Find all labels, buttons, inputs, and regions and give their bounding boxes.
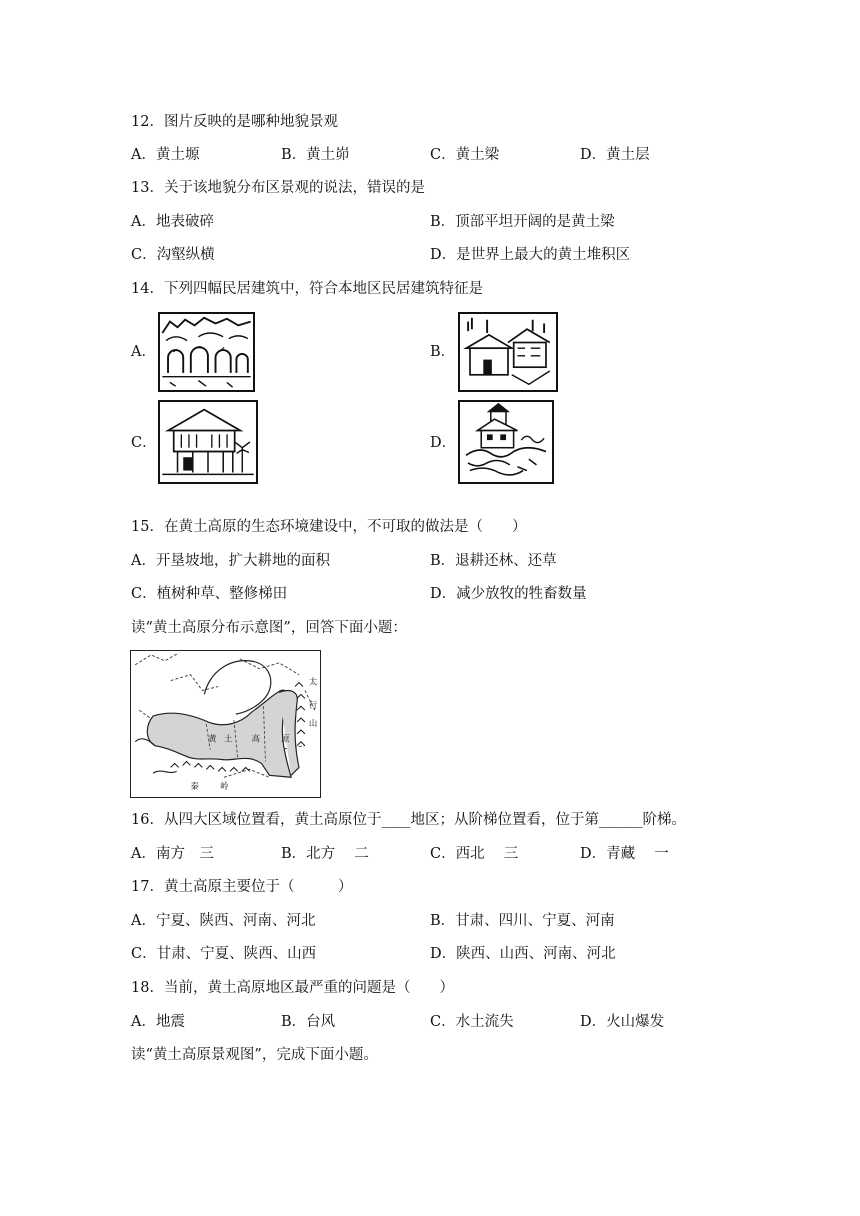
q14-option-c-image[interactable] (158, 400, 258, 484)
q18-option-c[interactable]: C．水土流失 (430, 1014, 514, 1030)
q13-option-a[interactable]: A．地表破碎 (131, 214, 214, 230)
q18-option-a[interactable]: A．地震 (131, 1014, 185, 1030)
q12-option-c[interactable]: C．黄土梁 (430, 147, 500, 163)
q17-option-d[interactable]: D．陕西、山西、河南、河北 (430, 946, 616, 962)
question-15-stem: 15．在黄土高原的生态环境建设中，不可取的做法是（ ） (131, 519, 527, 535)
stilt-house-picture (160, 402, 256, 482)
map-label-tai: 太 (308, 676, 318, 687)
cave-dwelling-picture (160, 314, 253, 390)
question-16-stem: 16．从四大区域位置看，黄土高原位于____地区；从阶梯位置看，位于第______阶梯。 (131, 812, 686, 828)
q14-option-a-label[interactable]: A． (131, 344, 156, 360)
q15-option-b[interactable]: B．退耕还林、还草 (430, 553, 557, 569)
q12-option-d[interactable]: D．黄土层 (580, 147, 650, 163)
q16-option-c[interactable]: C．西北 三 (430, 846, 519, 862)
reading-instruction-map: 读“黄土高原分布示意图”，回答下面小题： (131, 620, 407, 636)
q14-option-a-image[interactable] (158, 312, 255, 392)
q15-option-c[interactable]: C．植树种草、整修梯田 (131, 586, 288, 602)
map-label-tu: 土 (224, 733, 233, 744)
q15-option-d[interactable]: D．减少放牧的牲畜数量 (430, 586, 587, 602)
map-label-qin: 秦 (190, 781, 199, 792)
q16-option-b[interactable]: B．北方 二 (281, 846, 369, 862)
q18-option-d[interactable]: D．火山爆发 (580, 1014, 665, 1030)
question-14-stem: 14．下列四幅民居建筑中，符合本地区民居建筑特征是 (131, 281, 483, 297)
loess-plateau-map (130, 650, 321, 798)
map-label-hang: 行 (308, 700, 318, 711)
q13-option-d[interactable]: D．是世界上最大的黄土堆积区 (430, 247, 631, 263)
map-label-huang: 黄 (208, 733, 217, 744)
question-18-stem: 18．当前，黄土高原地区最严重的问题是（ ） (131, 980, 454, 996)
loess-plateau-map-drawing (131, 651, 320, 797)
q14-option-b-image[interactable] (458, 312, 558, 392)
question-17-stem: 17．黄土高原主要位于（ ） (131, 879, 353, 895)
question-13-stem: 13．关于该地貌分布区景观的说法，错误的是 (131, 180, 425, 196)
q17-option-b[interactable]: B．甘肃、四川、宁夏、河南 (430, 913, 615, 929)
q17-option-a[interactable]: A．宁夏、陕西、河南、河北 (131, 913, 316, 929)
question-12-stem: 12．图片反映的是哪种地貌景观 (131, 114, 338, 130)
map-label-yuan: 原 (281, 733, 290, 744)
q13-option-c[interactable]: C．沟壑纵横 (131, 247, 215, 263)
map-label-gao: 高 (251, 733, 261, 744)
q14-option-d-image[interactable] (458, 400, 554, 484)
map-label-shan: 山 (308, 717, 318, 728)
hill-house-picture (460, 402, 552, 482)
q18-option-b[interactable]: B．台风 (281, 1014, 336, 1030)
q16-option-d[interactable]: D．青藏 一 (580, 846, 669, 862)
map-label-ling: 岭 (220, 781, 229, 792)
q12-option-a[interactable]: A．黄土塬 (131, 147, 200, 163)
q16-option-a[interactable]: A．南方 三 (131, 846, 214, 862)
q14-option-d-label[interactable]: D． (430, 435, 457, 451)
q14-option-b-label[interactable]: B． (430, 344, 456, 360)
q13-option-b[interactable]: B．顶部平坦开阔的是黄土梁 (430, 214, 615, 230)
q17-option-c[interactable]: C．甘肃、宁夏、陕西、山西 (131, 946, 317, 962)
reading-instruction-landscape: 读“黄土高原景观图”，完成下面小题。 (131, 1047, 378, 1063)
q15-option-a[interactable]: A．开垦坡地，扩大耕地的面积 (131, 553, 330, 569)
q12-option-b[interactable]: B．黄土峁 (281, 147, 350, 163)
courtyard-house-picture (460, 314, 556, 390)
q14-option-c-label[interactable]: C． (131, 435, 157, 451)
